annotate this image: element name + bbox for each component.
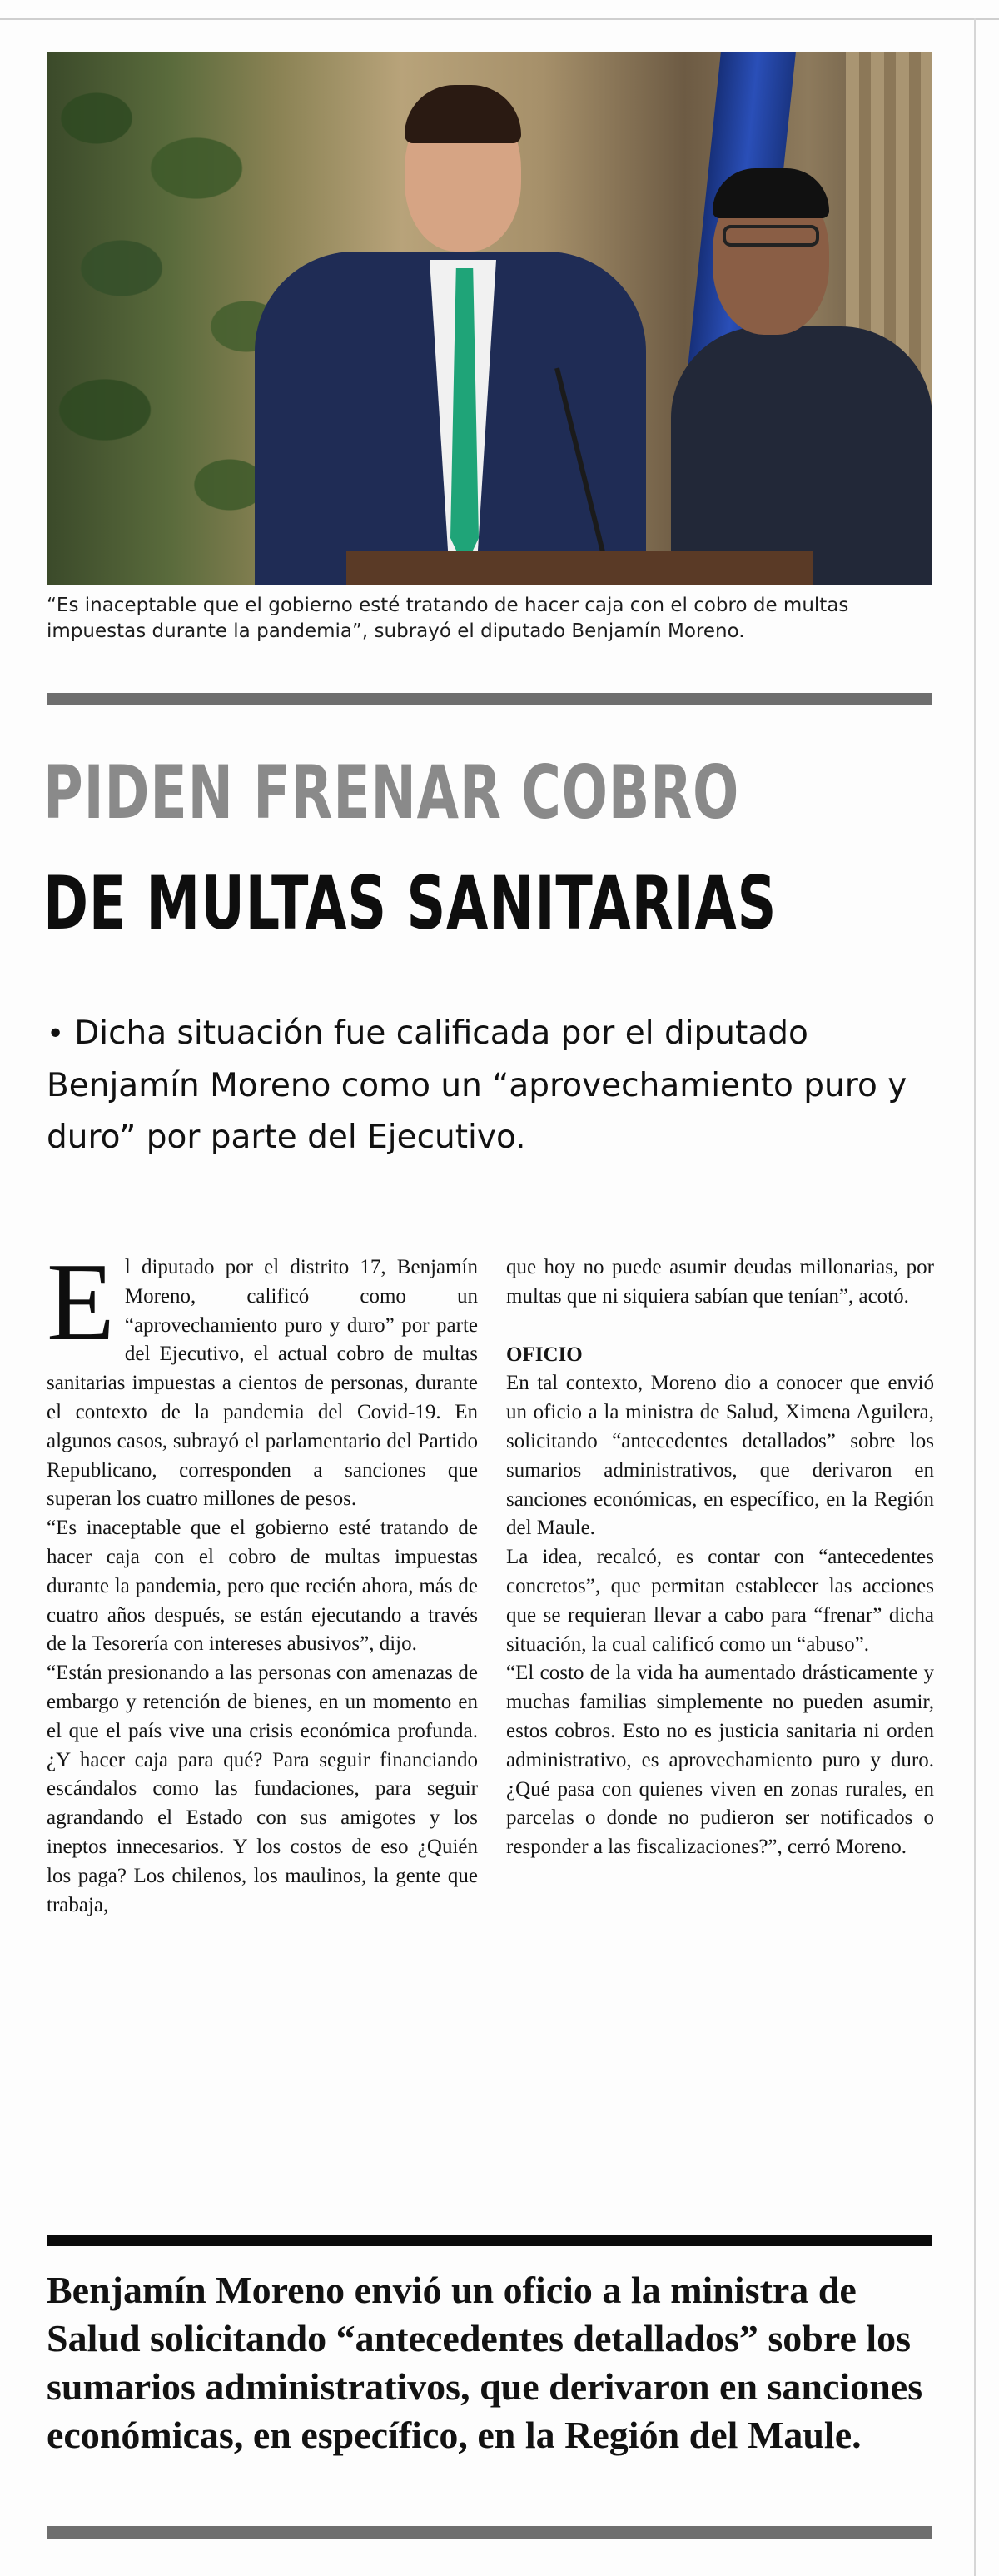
lead-text: Dicha situación fue calificada por el diputado Benjamín Moreno como un “aprovechamiento puro y duro” por parte del Ejecutivo.	[47, 1014, 907, 1156]
article-column-left	[47, 1240, 478, 1920]
speaker-hair	[405, 85, 521, 143]
person-right-body	[671, 326, 932, 585]
article-column-right	[506, 1253, 934, 1862]
headline-line-2: DE MULTAS SANITARIAS	[43, 860, 778, 946]
section-subhead: OFICIO	[506, 1343, 583, 1366]
right-margin-line	[974, 18, 976, 2576]
article-photo	[47, 52, 932, 585]
pullquote-top-rule	[47, 2235, 932, 2246]
drop-cap: E	[47, 1240, 115, 1363]
bottom-divider	[47, 2526, 932, 2539]
body-paragraph-3: “Están presionando a las personas con amenazas de embargo y retención de bienes, en un momento en el que el país vive una crisis económica profunda. ¿Y hacer caja para qué? Para seguir financiando escándalos como las fundaciones, para seguir agrandando el Estado con sus amigotes y los ineptos innecesarios. Y los costos de eso ¿Quién los paga? Los chilenos, los maulinos, la gente que trabaja,	[47, 1662, 478, 1916]
body-paragraph-6: La idea, recalcó, es contar con “antecedentes concretos”, que permitan establecer las acciones que se requieran llevar a cabo para “frenar” dicha situación, la cual calificó como un “abuso”.	[506, 1546, 934, 1656]
person-right-hair	[713, 168, 829, 218]
photo-caption: “Es inaceptable que el gobierno esté tratando de hacer caja con el cobro de multas impuestas durante la pandemia”, subrayó el diputado Benjamín Moreno.	[47, 595, 849, 642]
lead-paragraph	[47, 1008, 932, 1163]
glasses-icon	[723, 225, 819, 247]
bullet-icon: •	[47, 1017, 65, 1051]
body-paragraph-1	[47, 1240, 478, 1514]
section-divider	[47, 693, 932, 705]
body-paragraph-7: “El costo de la vida ha aumentado drásticamente y muchas familias simplemente no pueden asumir, estos cobros. Esto no es justicia sanitaria ni orden administrativo, es aprovechamiento puro y duro. ¿Qué pasa con quienes viven en zonas rurales, en parcelas o donde no pudieron ser notificados o responder a las fiscalizaciones?”, cerró Moreno.	[506, 1662, 934, 1859]
body-paragraph-2: “Es inaceptable que el gobierno esté tratando de hacer caja con el cobro de multas impuestas durante la pandemia, pero que recién ahora, más de cuatro años después, se están ejecutando a través de la Tesorería con intereses abusivos”, dijo.	[47, 1517, 478, 1656]
headline-line-1: PIDEN FRENAR COBRO	[43, 750, 740, 835]
podium	[346, 551, 813, 585]
body-paragraph-5: En tal contexto, Moreno dio a conocer que envió un oficio a la ministra de Salud, Ximena Aguilera, solicitando “antecedentes detallados” sobre los sumarios administrativos, que derivaron en sanciones económicas, en específico, en la Región del Maule.	[506, 1372, 934, 1540]
body-paragraph-4: que hoy no puede asumir deudas millonarias, por multas que ni siquiera sabían que tenían”, acotó.	[506, 1256, 934, 1308]
pull-quote: Benjamín Moreno envió un oficio a la ministra de Salud solicitando “antecedentes detallados” sobre los sumarios administrativos, que derivaron en sanciones económicas, en específico, en la Región del Maule.	[47, 2269, 923, 2456]
body-text-1: l diputado por el distrito 17, Benjamín Moreno, calificó como un “aprovechamiento puro y duro” por parte del Ejecutivo, el actual cobro de multas sanitarias impuestas a cientos de personas, durante el contexto de la pandemia del Covid-19. En algunos casos, subrayó el parlamentario del Partido Republicano, corresponden a sanciones que superan los cuatro millones de pesos.	[47, 1256, 478, 1511]
top-divider	[0, 18, 999, 20]
